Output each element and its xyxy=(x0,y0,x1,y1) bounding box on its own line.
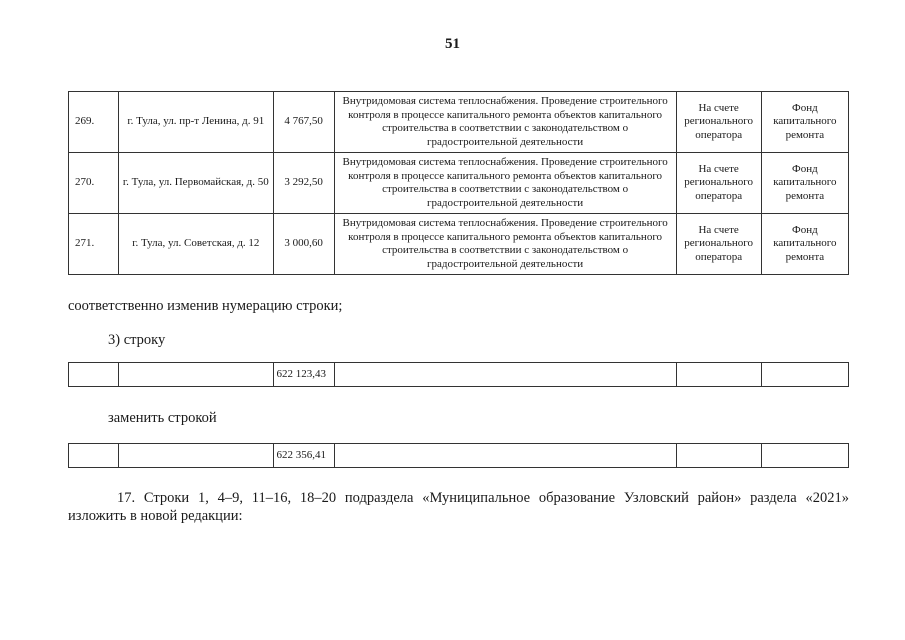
old-total-amount: 622 123,43 xyxy=(273,363,334,387)
empty-cell xyxy=(119,363,273,387)
repair-table xyxy=(68,91,849,275)
table-row xyxy=(69,153,849,214)
row-amount: 3 000,60 xyxy=(273,214,334,275)
empty-cell xyxy=(69,444,119,468)
replace-text: заменить строкой xyxy=(108,410,217,426)
new-total-table xyxy=(68,443,849,468)
page-number: 51 xyxy=(445,36,460,52)
row-fund: Фонд капитального ремонта xyxy=(761,214,848,275)
row-amount: 3 292,50 xyxy=(273,153,334,214)
empty-cell xyxy=(119,444,273,468)
empty-cell xyxy=(676,444,761,468)
row-amount: 4 767,50 xyxy=(273,92,334,153)
row-work: Внутридомовая система теплоснабжения. Проведение строительного контроля в процессе капитального ремонта объектов капитального строительства в соответствии с законодательством о градостроительной деятельности xyxy=(334,214,676,275)
table-row xyxy=(69,444,849,468)
empty-cell xyxy=(69,363,119,387)
table-row xyxy=(69,363,849,387)
empty-cell xyxy=(761,363,848,387)
row-address: г. Тула, ул. пр-т Ленина, д. 91 xyxy=(119,92,273,153)
row-work: Внутридомовая система теплоснабжения. Проведение строительного контроля в процессе капитального ремонта объектов капитального строительства в соответствии с законодательством о градостроительной деятельности xyxy=(334,153,676,214)
row-account: На счете регионального оператора xyxy=(676,214,761,275)
table-row xyxy=(69,92,849,153)
new-total-amount: 622 356,41 xyxy=(273,444,334,468)
row-number: 270. xyxy=(69,153,119,214)
empty-cell xyxy=(676,363,761,387)
row-fund: Фонд капитального ремонта xyxy=(761,153,848,214)
renumber-text: соответственно изменив нумерацию строки; xyxy=(68,298,343,314)
row-address: г. Тула, ул. Советская, д. 12 xyxy=(119,214,273,275)
row-account: На счете регионального оператора xyxy=(676,92,761,153)
row-work: Внутридомовая система теплоснабжения. Проведение строительного контроля в процессе капитального ремонта объектов капитального строительства в соответствии с законодательством о градостроительной деятельности xyxy=(334,92,676,153)
old-total-table xyxy=(68,362,849,387)
item-17-text: 17. Строки 1, 4–9, 11–16, 18–20 подраздела «Муниципальное образование Узловский район» раздела «2021» изложить в новой редакции: xyxy=(68,490,849,524)
line3-text: 3) строку xyxy=(108,332,166,348)
empty-cell xyxy=(761,444,848,468)
row-number: 271. xyxy=(69,214,119,275)
row-address: г. Тула, ул. Первомайская, д. 50 xyxy=(119,153,273,214)
table-row xyxy=(69,214,849,275)
row-number: 269. xyxy=(69,92,119,153)
row-account: На счете регионального оператора xyxy=(676,153,761,214)
empty-cell xyxy=(334,363,676,387)
empty-cell xyxy=(334,444,676,468)
row-fund: Фонд капитального ремонта xyxy=(761,92,848,153)
